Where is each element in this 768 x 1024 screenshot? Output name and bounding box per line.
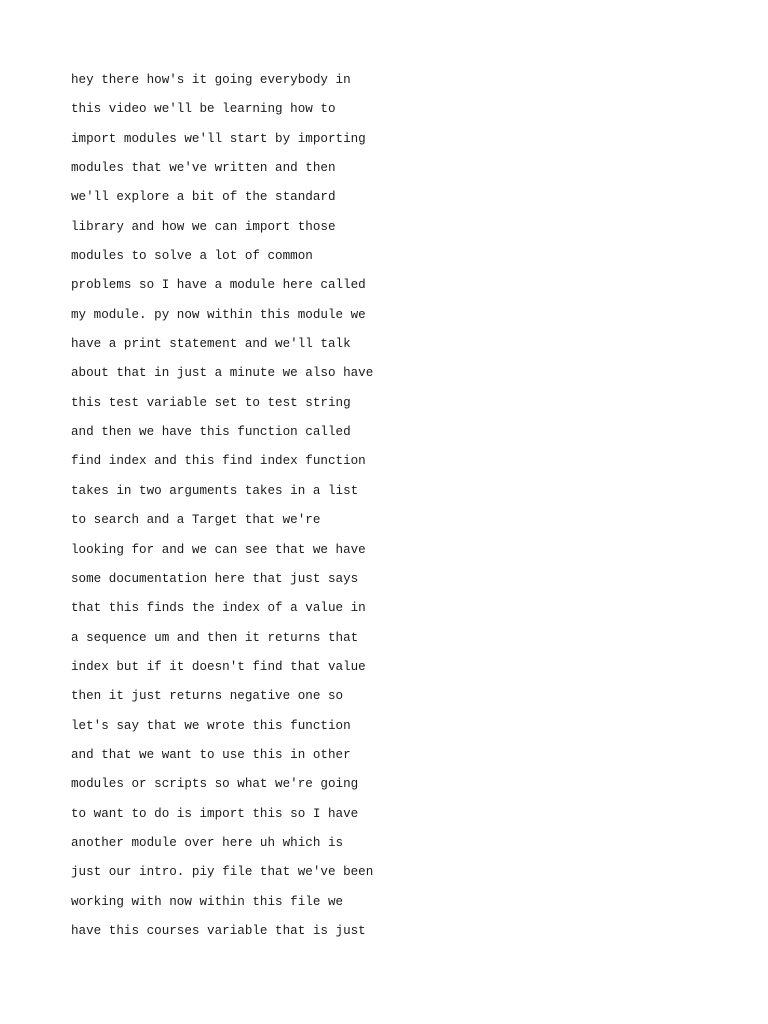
text-line-24: and that we want to use this in other	[71, 747, 351, 762]
text-line-14: find index and this find index function	[71, 454, 366, 469]
text-line-19: that this finds the index of a value in	[71, 601, 366, 616]
text-line-12: this test variable set to test string	[71, 395, 351, 410]
text-line-7: modules to solve a lot of common	[71, 249, 313, 264]
text-line-13: and then we have this function called	[71, 425, 351, 440]
text-line-9: my module. py now within this module we	[71, 307, 366, 322]
text-line-11: about that in just a minute we also have	[71, 366, 374, 381]
text-line-25: modules or scripts so what we're going	[71, 777, 359, 792]
text-line-28: just our intro. piy file that we've been	[71, 865, 374, 880]
text-line-27: another module over here uh which is	[71, 835, 344, 850]
text-line-23: let's say that we wrote this function	[71, 718, 351, 733]
text-line-6: library and how we can import those	[71, 219, 336, 234]
text-line-21: index but if it doesn't find that value	[71, 659, 366, 674]
text-line-17: looking for and we can see that we have	[71, 542, 366, 557]
text-line-18: some documentation here that just says	[71, 571, 359, 586]
text-line-29: working with now within this file we	[71, 894, 344, 909]
transcript-text-block	[71, 67, 691, 947]
text-line-8: problems so I have a module here called	[71, 278, 366, 293]
text-line-10: have a print statement and we'll talk	[71, 337, 351, 352]
text-line-1: hey there how's it going everybody in	[71, 73, 351, 87]
text-line-3: import modules we'll start by importing	[71, 131, 366, 146]
text-line-20: a sequence um and then it returns that	[71, 630, 359, 645]
text-line-15: takes in two arguments takes in a list	[71, 483, 359, 498]
text-line-26: to want to do is import this so I have	[71, 806, 359, 821]
text-line-2: this video we'll be learning how to	[71, 102, 336, 117]
text-line-30: have this courses variable that is just	[71, 923, 366, 938]
text-line-16: to search and a Target that we're	[71, 513, 321, 528]
text-line-22: then it just returns negative one so	[71, 689, 344, 704]
text-line-4: modules that we've written and then	[71, 161, 336, 176]
text-line-5: we'll explore a bit of the standard	[71, 190, 336, 205]
